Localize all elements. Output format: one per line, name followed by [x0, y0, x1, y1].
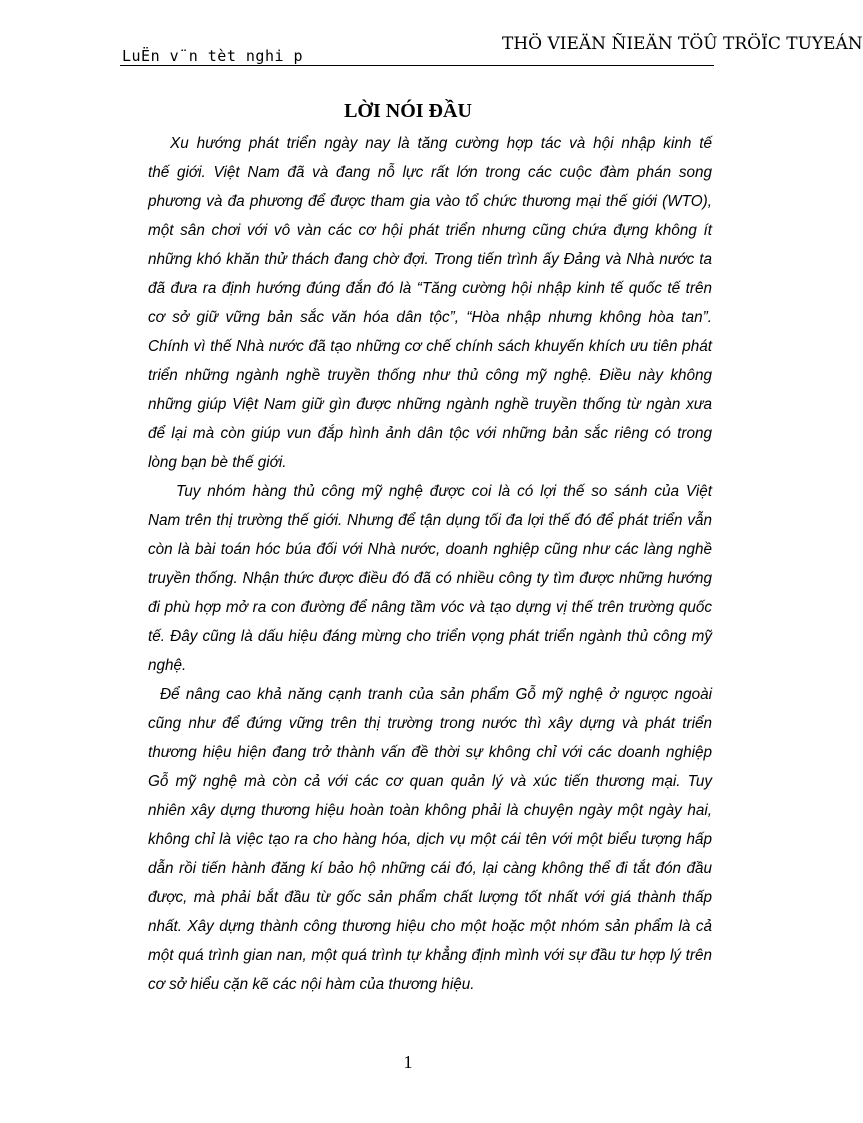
paragraph-line: một sân chơi với vô vàn các cơ hội phát triển nhưng cũng chứa đựng không ít — [148, 222, 712, 239]
paragraph-line: triển những ngành nghề truyền thống như thủ công mỹ nghệ. Điều này không — [148, 367, 712, 384]
paragraph-line: nhất. Xây dựng thành công thương hiệu cho một hoặc một nhóm sản phẩm là cả — [148, 918, 712, 935]
paragraph-line: Gỗ mỹ nghệ mà còn cả với các cơ quan quản lý và xúc tiến thương mại. Tuy — [148, 773, 712, 790]
paragraph-line: đã đưa ra định hướng đúng đắn đó là “Tăng cường hội nhập kinh tế quốc tế trên — [148, 280, 712, 297]
paragraph-line: Để nâng cao khả năng cạnh tranh của sản phẩm Gỗ mỹ nghệ ở ngược ngoài — [160, 686, 712, 703]
paragraph-line: còn là bài toán hóc búa đối với Nhà nước, doanh nghiệp cũng như các làng nghề — [148, 541, 712, 558]
paragraph-line: Nam trên thị trường thế giới. Nhưng để tận dụng tối đa lợi thế đó để phát triển vẫn — [148, 512, 712, 529]
paragraph-line: cơ sở giữ vững bản sắc văn hóa dân tộc”, “Hòa nhập nhưng không hòa tan”. — [148, 309, 712, 326]
paragraph-line: những giúp Việt Nam giữ gìn được những ngành nghề truyền thống từ ngàn xưa — [148, 396, 712, 413]
paragraph-line: đi phù hợp mở ra con đường để nâng tầm vóc và tạo dựng vị thế trên trường quốc — [148, 599, 712, 616]
header-right-text: THÖ VIEÄN ÑIEÄN TÖÛ TRÖÏC TUYEÁN — [502, 34, 863, 54]
paragraph-line: không chỉ là việc tạo ra cho hàng hóa, dịch vụ một cái tên với một biểu tượng hấp — [148, 831, 712, 848]
document-body — [148, 129, 712, 999]
paragraph-line: thế giới. Việt Nam đã và đang nỗ lực rất lớn trong các cuộc đàm phán song — [148, 164, 712, 181]
paragraph-line: những khó khăn thử thách đang chờ đợi. Trong tiến trình ấy Đảng và Nhà nước ta — [148, 251, 712, 268]
paragraph-line: Xu hướng phát triển ngày nay là tăng cường hợp tác và hội nhập kinh tế — [170, 135, 712, 152]
paragraph-line: thương hiệu hiện đang trở thành vấn đề thời sự không chỉ với các doanh nghiệp — [148, 744, 712, 761]
paragraph-line: Chính vì thế Nhà nước đã tạo những cơ chế chính sách khuyến khích ưu tiên phát — [148, 338, 712, 355]
header-rule — [120, 65, 714, 66]
paragraph-line: nghệ. — [148, 657, 187, 674]
header-left-text: LuËn v¨n tèt nghi p — [122, 47, 304, 65]
paragraph-line: cũng như để đứng vững trên thị trường trong nước thì xây dựng và phát triển — [148, 715, 712, 732]
paragraph-line: phương và đa phương để được tham gia vào tổ chức thương mại thế giới (WTO), — [148, 193, 712, 210]
paragraph-line: để lại mà còn giúp vun đắp hình ảnh dân tộc với những bản sắc riêng có trong — [148, 425, 712, 442]
paragraph-line: cơ sở hiểu cặn kẽ các nội hàm của thương hiệu. — [148, 976, 475, 993]
paragraph-line: một quá trình gian nan, một quá trình tự khẳng định mình với sự đầu tư hợp lý trên — [148, 947, 712, 964]
paragraph-line: dẫn rồi tiến hành đăng kí bảo hộ những cái đó, lại càng không thể đi tắt đón đầu — [148, 860, 712, 877]
paragraph-line: nhiên xây dựng thương hiệu hoàn toàn không phải là chuyện ngày một ngày hai, — [148, 802, 712, 819]
paragraph-line: lòng bạn bè thế giới. — [148, 454, 287, 471]
page-number: 1 — [403, 1052, 413, 1072]
paragraph-line: được, mà phải bắt đầu từ gốc sản phẩm chất lượng tốt nhất với giá thành thấp — [148, 889, 712, 906]
paragraph-line: Tuy nhóm hàng thủ công mỹ nghệ được coi là có lợi thế so sánh của Việt — [176, 483, 712, 500]
paragraph-line: truyền thống. Nhận thức được điều đó đã có nhiều công ty tìm được những hướng — [148, 570, 712, 587]
paragraph-line: tế. Đây cũng là dấu hiệu đáng mừng cho triển vọng phát triển ngành thủ công mỹ — [148, 628, 712, 645]
page-title: LỜI NÓI ĐẦU — [344, 100, 472, 122]
